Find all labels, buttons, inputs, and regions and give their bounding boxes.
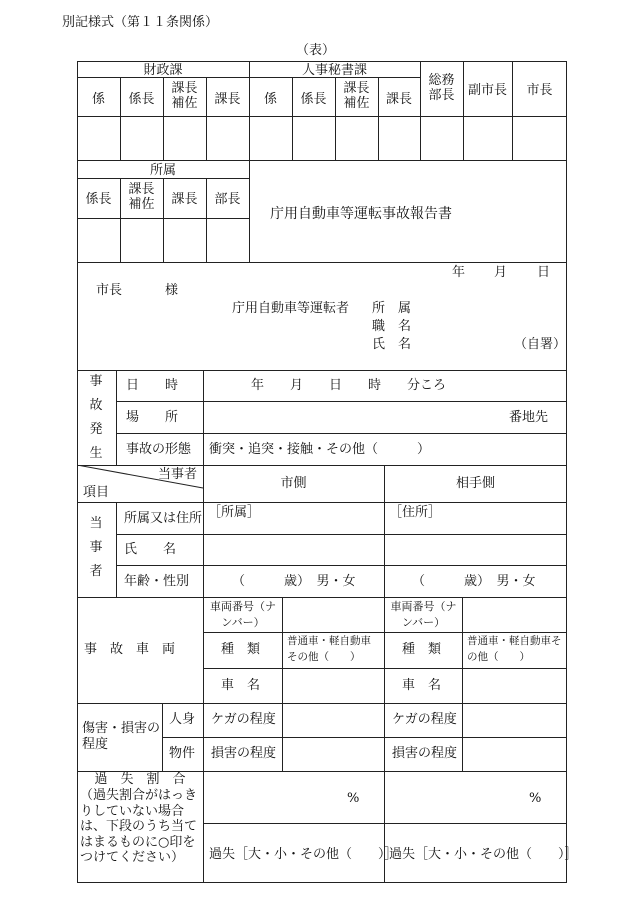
place-label: 場 所 <box>126 410 179 425</box>
other-number-label: 車両番号（ナンバー） <box>390 600 457 629</box>
jinji-group: 人事秘書課 <box>301 63 367 78</box>
form-label: 事故の形態 <box>126 442 192 457</box>
addressee-sama: 様 <box>165 283 179 298</box>
fault-title: 過 失 割 合 <box>94 772 186 787</box>
shozoku-col: 課長 <box>171 192 198 207</box>
city-name-label: 車 名 <box>221 678 261 693</box>
zaisei-group: 財政課 <box>143 63 183 78</box>
driver-name: 氏 名 <box>372 337 412 352</box>
report-title: 庁用自動車等運転事故報告書 <box>270 206 452 222</box>
zaisei-col: 課長 補佐 <box>171 81 198 111</box>
form-value: 衝突・追突・接触・その他（ ） <box>209 442 431 457</box>
damage-property: 物件 <box>169 746 196 761</box>
shozoku-col: 部長 <box>214 192 241 207</box>
diag-top-label: 当事者 <box>158 467 198 482</box>
jinji-col: 課長 補佐 <box>343 81 370 111</box>
jinji-col: 課長 <box>385 92 412 107</box>
other-name-label: 車 名 <box>402 678 442 693</box>
occurrence-section: 事 故 発 生 <box>89 374 103 461</box>
other-damage-label: 損害の程度 <box>392 746 458 761</box>
age-label: 年齢・性別 <box>124 574 190 589</box>
jinji-col: 係 <box>263 92 277 107</box>
datetime-label: 日 時 <box>126 378 179 393</box>
shozoku-col: 課長 補佐 <box>128 182 155 212</box>
diag-bottom-label: 項目 <box>83 485 110 500</box>
zaisei-col: 係長 <box>128 92 155 107</box>
damage-human: 人身 <box>169 712 196 727</box>
city-side-header: 市側 <box>280 476 307 491</box>
city-type-value: 普通車・軽自動車その他（ ） <box>287 635 371 663</box>
other-side-header: 相手側 <box>455 476 495 491</box>
form-label: 別記様式（第１１条関係） <box>62 15 219 30</box>
date-year: 年 <box>452 265 466 280</box>
jinji-col: 係長 <box>300 92 327 107</box>
other-address-tag: ［住所］ <box>389 505 442 520</box>
other-fault-choice: 過失［大・小・その他（ ）］ <box>389 847 578 862</box>
sheet-label: （表） <box>296 43 336 58</box>
city-age-value: （ 歳） 男・女 <box>232 574 356 589</box>
place-value: 番地先 <box>509 410 549 425</box>
shozoku-group: 所属 <box>149 163 176 178</box>
vehicle-section: 事 故 車 両 <box>84 642 176 657</box>
city-number-label: 車両番号（ナンバー） <box>210 600 276 629</box>
fault-note: （過失割合がはっきりしていない場合は、下段のうち当てはまるものに○印をつけてください） <box>80 788 198 865</box>
name-label: 氏 名 <box>124 542 177 557</box>
other-type-value: 普通車・軽自動車その他（ ） <box>467 635 562 663</box>
somu-col: 総務 部長 <box>428 73 455 103</box>
other-injury-label: ケガの程度 <box>392 712 457 727</box>
driver-signature: （自署） <box>514 337 567 352</box>
datetime-value: 年 月 日 時 分ころ <box>251 378 447 393</box>
driver-affiliation: 所 属 <box>372 301 412 316</box>
damage-section: 傷害・損害の程度 <box>82 721 161 752</box>
fukushicho-col: 副市長 <box>467 83 507 98</box>
city-address-tag: ［所属］ <box>208 505 261 520</box>
city-fault-choice: 過失［大・小・その他（ ）］ <box>209 847 398 862</box>
other-percent: % <box>529 791 542 806</box>
other-type-label: 種 類 <box>402 642 442 657</box>
zaisei-col: 課長 <box>214 92 241 107</box>
date-month: 月 <box>494 265 508 280</box>
city-damage-label: 損害の程度 <box>211 746 277 761</box>
shozoku-col: 係長 <box>85 192 112 207</box>
city-type-label: 種 類 <box>221 642 261 657</box>
zaisei-col: 係 <box>91 92 105 107</box>
driver-label: 庁用自動車等運転者 <box>232 301 350 316</box>
shicho-col: 市長 <box>526 83 553 98</box>
city-percent: % <box>347 791 360 806</box>
address-label: 所属又は住所 <box>124 511 203 526</box>
city-injury-label: ケガの程度 <box>211 712 276 727</box>
driver-position: 職 名 <box>372 319 412 334</box>
addressee-mayor: 市長 <box>96 283 123 298</box>
other-age-value: （ 歳） 男・女 <box>412 574 536 589</box>
parties-section: 当 事 者 <box>89 516 103 579</box>
date-day: 日 <box>537 265 551 280</box>
